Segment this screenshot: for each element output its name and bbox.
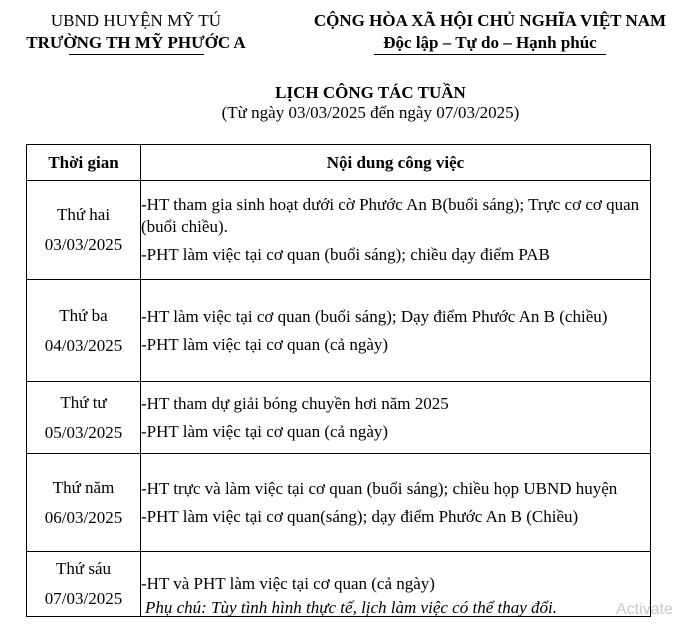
header-right — [290, 10, 690, 55]
content-cell — [141, 382, 651, 454]
time-cell — [27, 181, 141, 280]
page-title: LỊCH CÔNG TÁC TUẦN — [275, 83, 466, 102]
table-row — [27, 181, 651, 280]
date-label: 04/03/2025 — [44, 335, 123, 355]
time-cell — [27, 382, 141, 454]
task-item: -PHT làm việc tại cơ quan(sáng); dạy điểm Phước An B (Chiều) — [141, 506, 579, 526]
task-item: -HT làm việc tại cơ quan (buổi sáng); Dạy điểm Phước An B (chiều) — [141, 306, 608, 326]
table-row — [27, 280, 651, 382]
header-time: Thời gian — [27, 145, 141, 181]
motto-underline — [374, 54, 606, 55]
date-label: 07/03/2025 — [44, 589, 123, 608]
school-underline — [69, 54, 204, 55]
day-label: Thứ năm — [52, 477, 115, 497]
content-cell — [141, 181, 651, 280]
day-label: Thứ ba — [59, 305, 108, 325]
date-label: 05/03/2025 — [44, 422, 123, 442]
day-label: Thứ sáu — [55, 559, 111, 578]
date-label: 06/03/2025 — [44, 507, 123, 527]
header-content: Nội dung công việc — [141, 145, 651, 181]
national-title: CỘNG HÒA XÃ HỘI CHỦ NGHĨA VIỆT NAM — [313, 11, 667, 30]
header-left — [14, 10, 258, 55]
footnote: Phụ chú: Tùy tình hình thực tế, lịch làm việc có thể thay đổi. — [145, 598, 557, 617]
day-label: Thứ hai — [56, 205, 111, 224]
task-item: -PHT làm việc tại cơ quan (cả ngày) — [141, 421, 389, 441]
national-motto: Độc lập – Tự do – Hạnh phúc — [383, 33, 597, 52]
date-label: 03/03/2025 — [44, 235, 123, 254]
table-row — [27, 454, 651, 552]
task-item: -HT và PHT làm việc tại cơ quan (cả ngày) — [141, 574, 435, 593]
activation-watermark: Activate — [616, 601, 673, 618]
school-name: TRƯỜNG TH MỸ PHƯỚC A — [26, 33, 246, 52]
time-cell — [27, 454, 141, 552]
time-cell — [27, 552, 141, 617]
schedule-table — [26, 144, 651, 617]
task-item: -PHT làm việc tại cơ quan (buổi sáng); chiều dạy điểm PAB — [141, 245, 550, 264]
task-item: -HT trực và làm việc tại cơ quan (buổi sáng); chiều họp UBND huyện — [141, 478, 618, 498]
district-name: UBND HUYỆN MỸ TÚ — [50, 11, 222, 30]
content-cell — [141, 454, 651, 552]
task-item: -HT tham dự giải bóng chuyền hơi năm 2025 — [141, 393, 449, 413]
task-item: -PHT làm việc tại cơ quan (cả ngày) — [141, 334, 389, 354]
table-header-row — [27, 145, 651, 181]
day-label: Thứ tư — [60, 392, 107, 412]
task-item: -HT tham gia sinh hoạt dưới cờ Phước An B(buổi sáng); Trực cơ cơ quan (buổi chiều). — [141, 195, 640, 236]
table-row — [27, 382, 651, 454]
time-cell — [27, 280, 141, 382]
content-cell — [141, 280, 651, 382]
page-subtitle: (Từ ngày 03/03/2025 đến ngày 07/03/2025) — [221, 103, 520, 122]
